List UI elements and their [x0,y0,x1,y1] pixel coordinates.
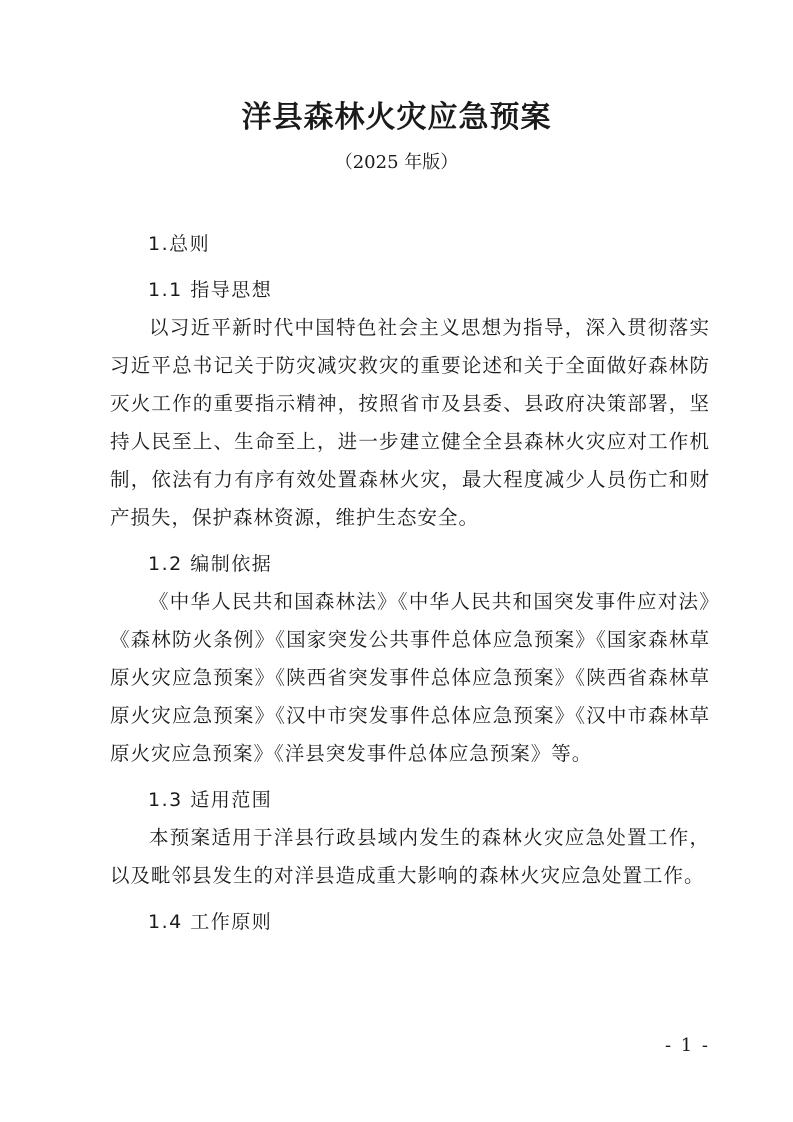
document-subtitle: （2025 年版） [334,152,459,173]
paragraph-basis: 《中华人民共和国森林法》《中华人民共和国突发事件应对法》《森林防火条例》《国家突发公共事件总体应急预案》《国家森林草原火灾应急预案》《陕西省突发事件总体应急预案》《陕西省森林草原火灾应急预案》《汉中市突发事件总体应急预案》《汉中市森林草原火灾应急预案》《洋县突发事件总体应急预案》等。 [110,590,710,765]
paragraph-guiding-ideology: 以习近平新时代中国特色社会主义思想为指导，深入贯彻落实习近平总书记关于防灾减灾救灾的重要论述和关于全面做好森林防灭火工作的重要指示精神，按照省市及县委、县政府决策部署，坚持人民至上、生命至上，进一步建立健全全县森林火灾应对工作机制，依法有力有序有效处置森林火灾，最大程度减少人员伤亡和财产损失，保护森林资源，维护生态安全。 [110,316,710,529]
subsection-heading-principles: 1.4 工作原则 [148,911,273,933]
subsection-heading-scope: 1.3 适用范围 [148,789,273,811]
paragraph-scope: 本预案适用于洋县行政县域内发生的森林火灾应急处置工作，以及毗邻县发生的对洋县造成重大影响的森林火灾应急处置工作。 [110,826,710,887]
subsection-heading-guiding-ideology: 1.1 指导思想 [148,279,273,301]
document-title: 洋县森林火灾应急预案 [241,100,552,135]
document-body [110,225,710,941]
subsection-heading-basis: 1.2 编制依据 [148,553,273,575]
page-number: - 1 - [664,1035,710,1056]
section-heading-general: 1.总则 [148,233,211,255]
